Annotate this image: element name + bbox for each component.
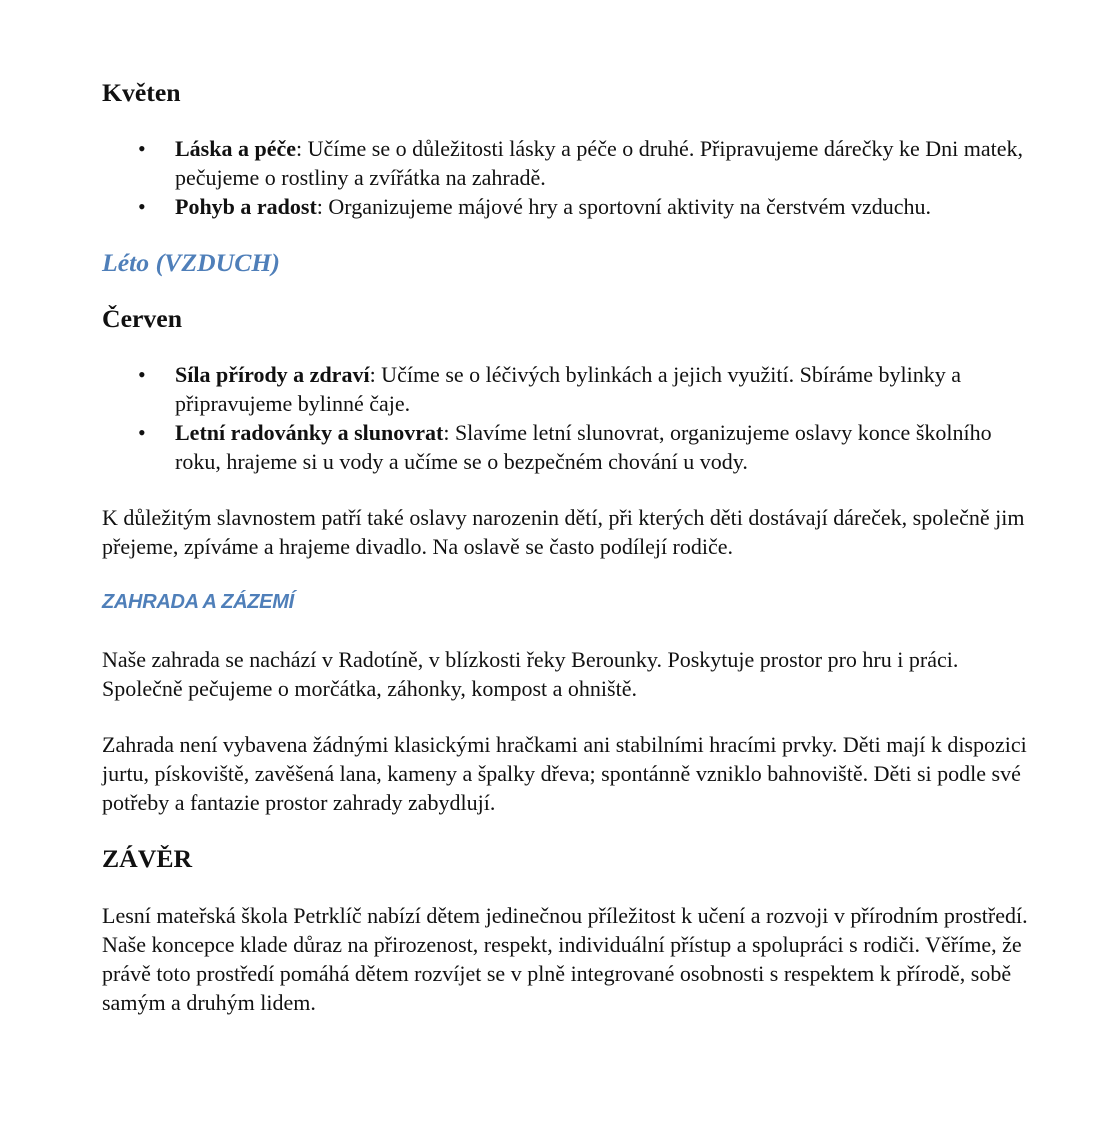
section-heading-zaver: ZÁVĚR (102, 844, 193, 873)
zaver-paragraph: Lesní mateřská škola Petrklíč nabízí dětem jedinečnou příležitost k učení a rozvoji v přírodním prostředí. Naše koncepce klade důraz na přirozenost, respekt, individuální přístup a spolupráci s rodiči. Věříme, že právě toto prostředí pomáhá dětem rozvíjet se v plně integrované osobnosti s respektem k přírodě, sobě samým a druhým lidem. (102, 903, 1028, 1015)
bullet-list-cerven (102, 360, 1032, 476)
list-item-text: : Organizujeme májové hry a sportovní aktivity na čerstvém vzduchu. (316, 194, 931, 219)
list-item-term: Láska a péče (175, 136, 296, 161)
list-item (102, 192, 1032, 221)
list-item-text: : Učíme se o léčivých bylinkách a jejich využití. Sbíráme bylinky a připravujeme bylinné čaje. (175, 362, 961, 416)
section-heading-kveten: Květen (102, 78, 181, 107)
list-item (102, 360, 1032, 418)
list-item-text: : Učíme se o důležitosti lásky a péče o druhé. Připravujeme dárečky ke Dni matek, pečujeme o rostliny a zvířátka na zahradě. (175, 136, 1023, 190)
list-item (102, 418, 1032, 476)
list-item (102, 134, 1032, 192)
section-heading-zahrada: ZAHRADA A ZÁZEMÍ (102, 591, 294, 613)
list-item-term: Letní radovánky a slunovrat (175, 420, 444, 445)
season-heading-leto: Léto (VZDUCH) (102, 248, 280, 277)
list-item-text: : Slavíme letní slunovrat, organizujeme oslavy konce školního roku, hrajeme si u vody a učíme se o bezpečném chování u vody. (175, 420, 992, 474)
list-item-term: Pohyb a radost (175, 194, 317, 219)
document-page (102, 78, 1032, 1017)
birthday-paragraph: K důležitým slavnostem patří také oslavy narozenin dětí, při kterých děti dostávají dáreček, společně jim přejeme, zpíváme a hrajeme divadlo. Na oslavě se často podílejí rodiče. (102, 505, 1025, 559)
section-heading-cerven: Červen (102, 304, 183, 333)
zahrada-paragraph-1: Naše zahrada se nachází v Radotíně, v blízkosti řeky Berounky. Poskytuje prostor pro hru i práci. Společně pečujeme o morčátka, záhonky, kompost a ohniště. (102, 647, 959, 701)
bullet-list-kveten (102, 134, 1032, 221)
list-item-term: Síla přírody a zdraví (175, 362, 370, 387)
zahrada-paragraph-2: Zahrada není vybavena žádnými klasickými hračkami ani stabilními hracími prvky. Děti mají k dispozici jurtu, pískoviště, zavěšená lana, kameny a špalky dřeva; spontánně vzniklo bahnoviště. Děti si podle své potřeby a fantazie prostor zahrady zabydlují. (102, 732, 1027, 815)
